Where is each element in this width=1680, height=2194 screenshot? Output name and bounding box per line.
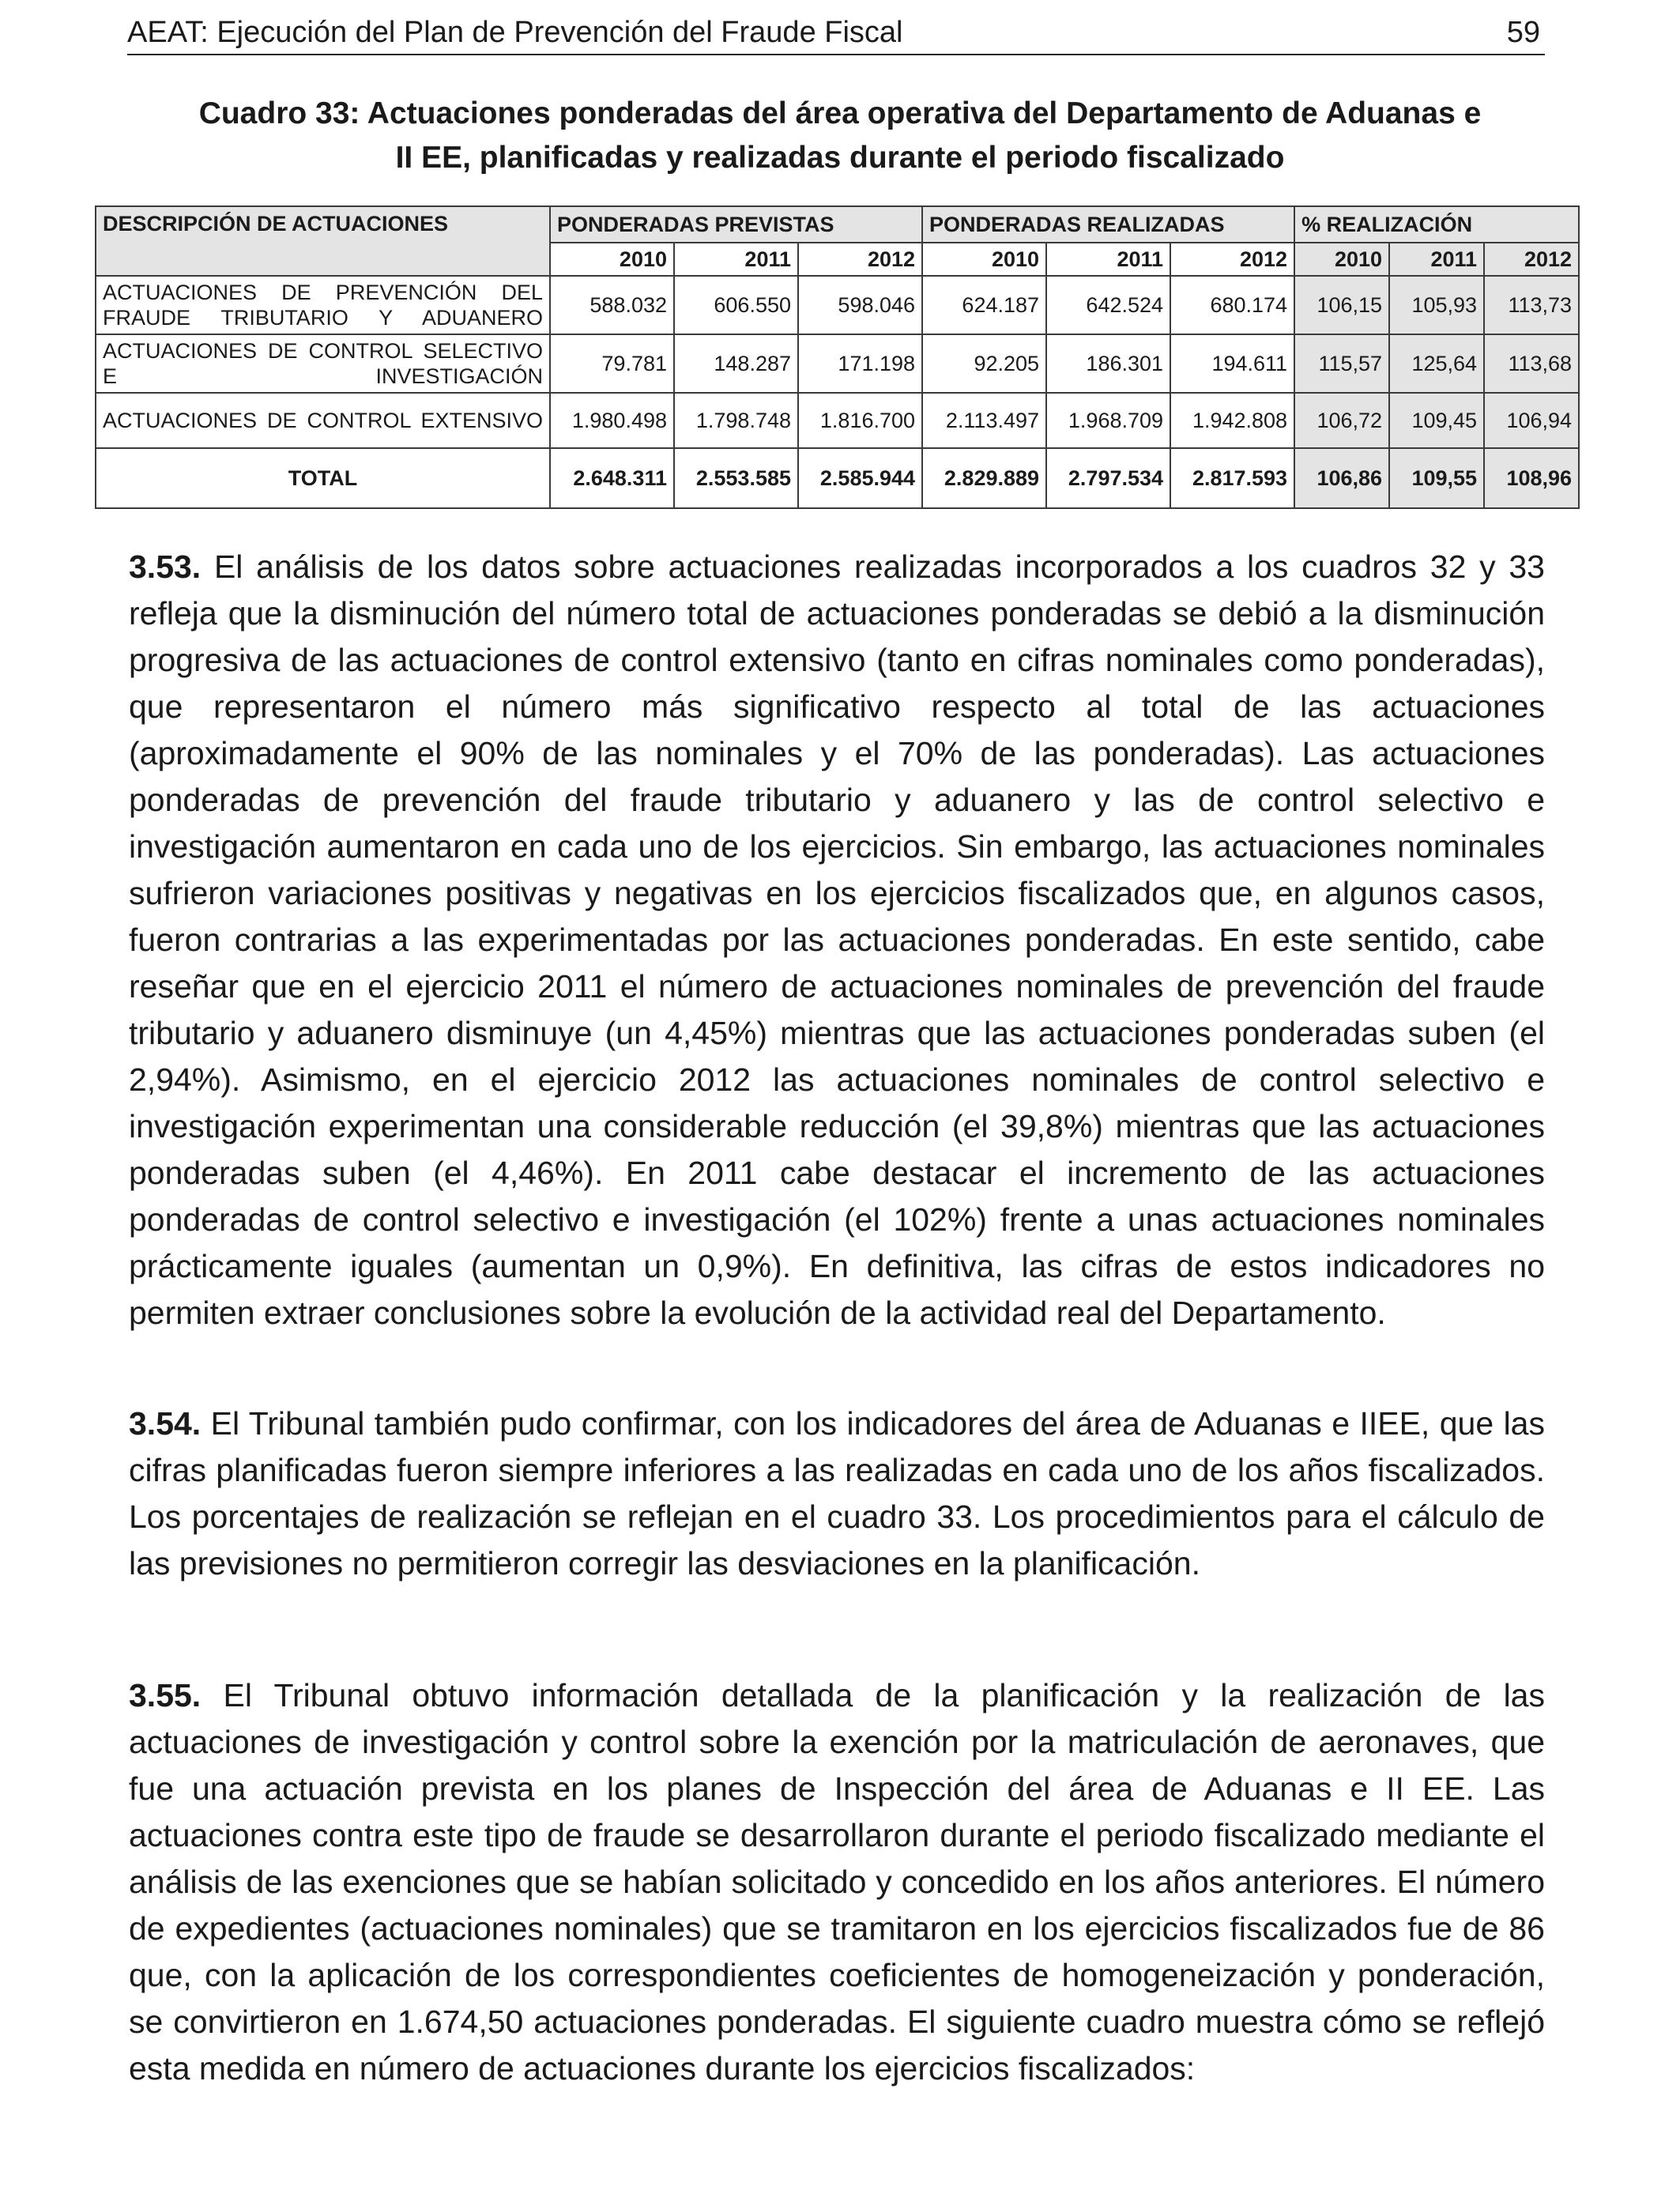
row-label: ACTUACIONES DE CONTROL EXTENSIVO [96, 393, 550, 448]
paragraph-number: 3.53. [129, 548, 202, 585]
total-cell: 2.817.593 [1170, 448, 1294, 508]
desc-header: DESCRIPCIÓN DE ACTUACIONES [96, 206, 550, 276]
cell: 642.524 [1046, 276, 1170, 334]
cell: 106,72 [1294, 393, 1389, 448]
cell: 186.301 [1046, 334, 1170, 393]
paragraph-3-54 [129, 1400, 1545, 1587]
paragraph-text: El Tribunal obtuvo información detallada de la planificación y la realización de las actuaciones de investigación y control sobre la exención por la matriculación de aeronaves, que fue una actuación prevista en los planes de Inspección del área de Aduanas e II EE. Las actuaciones contra este tipo de fraude se desarrollaron durante el periodo fiscalizado mediante el análisis de las exenciones que se habían solicitado y concedido en los años anteriores. El número de expedientes (actuaciones nominales) que se tramitaron en los ejercicios fiscalizados fue de 86 que, con la aplicación de los correspondientes coeficientes de homogeneización y ponderación, se convirtieron en 1.674,50 actuaciones ponderadas. El siguiente cuadro muestra cómo se reflejó esta medida en número de actuaciones durante los ejercicios fiscalizados: [129, 1677, 1545, 2087]
paragraph-text: El análisis de los datos sobre actuaciones realizadas incorporados a los cuadros 32 y 33 refleja que la disminución del número total de actuaciones ponderadas se debió a la disminución progresiva de las actuaciones de control extensivo (tanto en cifras nominales como ponderadas), que representaron el número más significativo respecto al total de las actuaciones (aproximadamente el 90% de las nominales y el 70% de las ponderadas). Las actuaciones ponderadas de prevención del fraude tributario y aduanero y las de control selectivo e investigación aumentaron en cada uno de los ejercicios. Sin embargo, las actuaciones nominales sufrieron variaciones positivas y negativas en los ejercicios fiscalizados que, en algunos casos, fueron contrarias a las experimentadas por las actuaciones ponderadas. En este sentido, cabe reseñar que en el ejercicio 2011 el número de actuaciones nominales de prevención del fraude tributario y aduanero disminuye (un 4,45%) mientras que las actuaciones ponderadas suben (el 2,94%). Asimismo, en el ejercicio 2012 las actuaciones nominales de control selectivo e investigación experimentan una considerable reducción (el 39,8%) mientras que las actuaciones ponderadas suben (el 4,46%). En 2011 cabe destacar el incremento de las actuaciones ponderadas de control selectivo e investigación (el 102%) frente a unas actuaciones nominales prácticamente iguales (aumentan un 0,9%). En definitiva, las cifras de estos indicadores no permiten extraer conclusiones sobre la evolución de la actividad real del Departamento. [129, 548, 1545, 1331]
cell: 79.781 [550, 334, 674, 393]
cell: 606.550 [674, 276, 798, 334]
table-row [96, 276, 1579, 334]
total-cell: 2.797.534 [1046, 448, 1170, 508]
cell: 115,57 [1294, 334, 1389, 393]
cell: 92.205 [922, 334, 1046, 393]
cell: 105,93 [1389, 276, 1484, 334]
cell: 1.968.709 [1046, 393, 1170, 448]
paragraph-number: 3.55. [129, 1677, 202, 1713]
paragraph-3-55 [129, 1672, 1545, 2092]
group-header-previstas: PONDERADAS PREVISTAS [550, 206, 922, 243]
cell: 1.980.498 [550, 393, 674, 448]
paragraph-number: 3.54. [129, 1405, 202, 1442]
total-cell: 2.829.889 [922, 448, 1046, 508]
header-title: AEAT: Ejecución del Plan de Prevención del Fraude Fiscal [127, 16, 903, 49]
cell: 1.942.808 [1170, 393, 1294, 448]
cell: 106,15 [1294, 276, 1389, 334]
cell: 680.174 [1170, 276, 1294, 334]
total-label: TOTAL [96, 448, 550, 508]
total-cell: 2.648.311 [550, 448, 674, 508]
group-header-realizadas: PONDERADAS REALIZADAS [922, 206, 1294, 243]
cell: 109,45 [1389, 393, 1484, 448]
cell: 113,68 [1484, 334, 1579, 393]
total-cell: 106,86 [1294, 448, 1389, 508]
year-header: 2011 [1389, 243, 1484, 276]
cell: 598.046 [798, 276, 922, 334]
cell: 148.287 [674, 334, 798, 393]
row-label: ACTUACIONES DE PREVENCIÓN DEL FRAUDE TRIBUTARIO Y ADUANERO [96, 276, 550, 334]
running-header [127, 11, 1545, 55]
row-label: ACTUACIONES DE CONTROL SELECTIVO E INVESTIGACIÓN [96, 334, 550, 393]
cell: 125,64 [1389, 334, 1484, 393]
table-row [96, 334, 1579, 393]
paragraph-text: El Tribunal también pudo confirmar, con los indicadores del área de Aduanas e IIEE, que las cifras planificadas fueron siempre inferiores a las realizadas en cada uno de los años fiscalizados. Los porcentajes de realización se reflejan en el cuadro 33. Los procedimientos para el cálculo de las previsiones no permitieron corregir las desviaciones en la planificación. [129, 1405, 1545, 1581]
total-cell: 2.585.944 [798, 448, 922, 508]
cell: 2.113.497 [922, 393, 1046, 448]
year-header: 2010 [550, 243, 674, 276]
table-row [96, 393, 1579, 448]
cell: 171.198 [798, 334, 922, 393]
year-header: 2010 [922, 243, 1046, 276]
total-cell: 109,55 [1389, 448, 1484, 508]
cell: 588.032 [550, 276, 674, 334]
page-number: 59 [1506, 16, 1540, 49]
year-header: 2011 [674, 243, 798, 276]
cell: 1.798.748 [674, 393, 798, 448]
year-header: 2010 [1294, 243, 1389, 276]
year-header: 2012 [1170, 243, 1294, 276]
total-cell: 2.553.585 [674, 448, 798, 508]
cell: 106,94 [1484, 393, 1579, 448]
total-cell: 108,96 [1484, 448, 1579, 508]
total-row [96, 448, 1579, 508]
table-caption [71, 92, 1609, 180]
cell: 194.611 [1170, 334, 1294, 393]
cell: 1.816.700 [798, 393, 922, 448]
year-header: 2012 [798, 243, 922, 276]
cell: 624.187 [922, 276, 1046, 334]
year-header: 2011 [1046, 243, 1170, 276]
cell: 113,73 [1484, 276, 1579, 334]
year-header: 2012 [1484, 243, 1579, 276]
table-caption-line-1: Cuadro 33: Actuaciones ponderadas del área operativa del Departamento de Aduanas e [198, 96, 1482, 130]
actuaciones-table [95, 205, 1580, 509]
table-caption-line-2: II EE, planificadas y realizadas durante el periodo fiscalizado [395, 141, 1285, 175]
group-header-realizacion: % REALIZACIÓN [1294, 206, 1579, 243]
paragraph-3-53 [129, 544, 1545, 1336]
